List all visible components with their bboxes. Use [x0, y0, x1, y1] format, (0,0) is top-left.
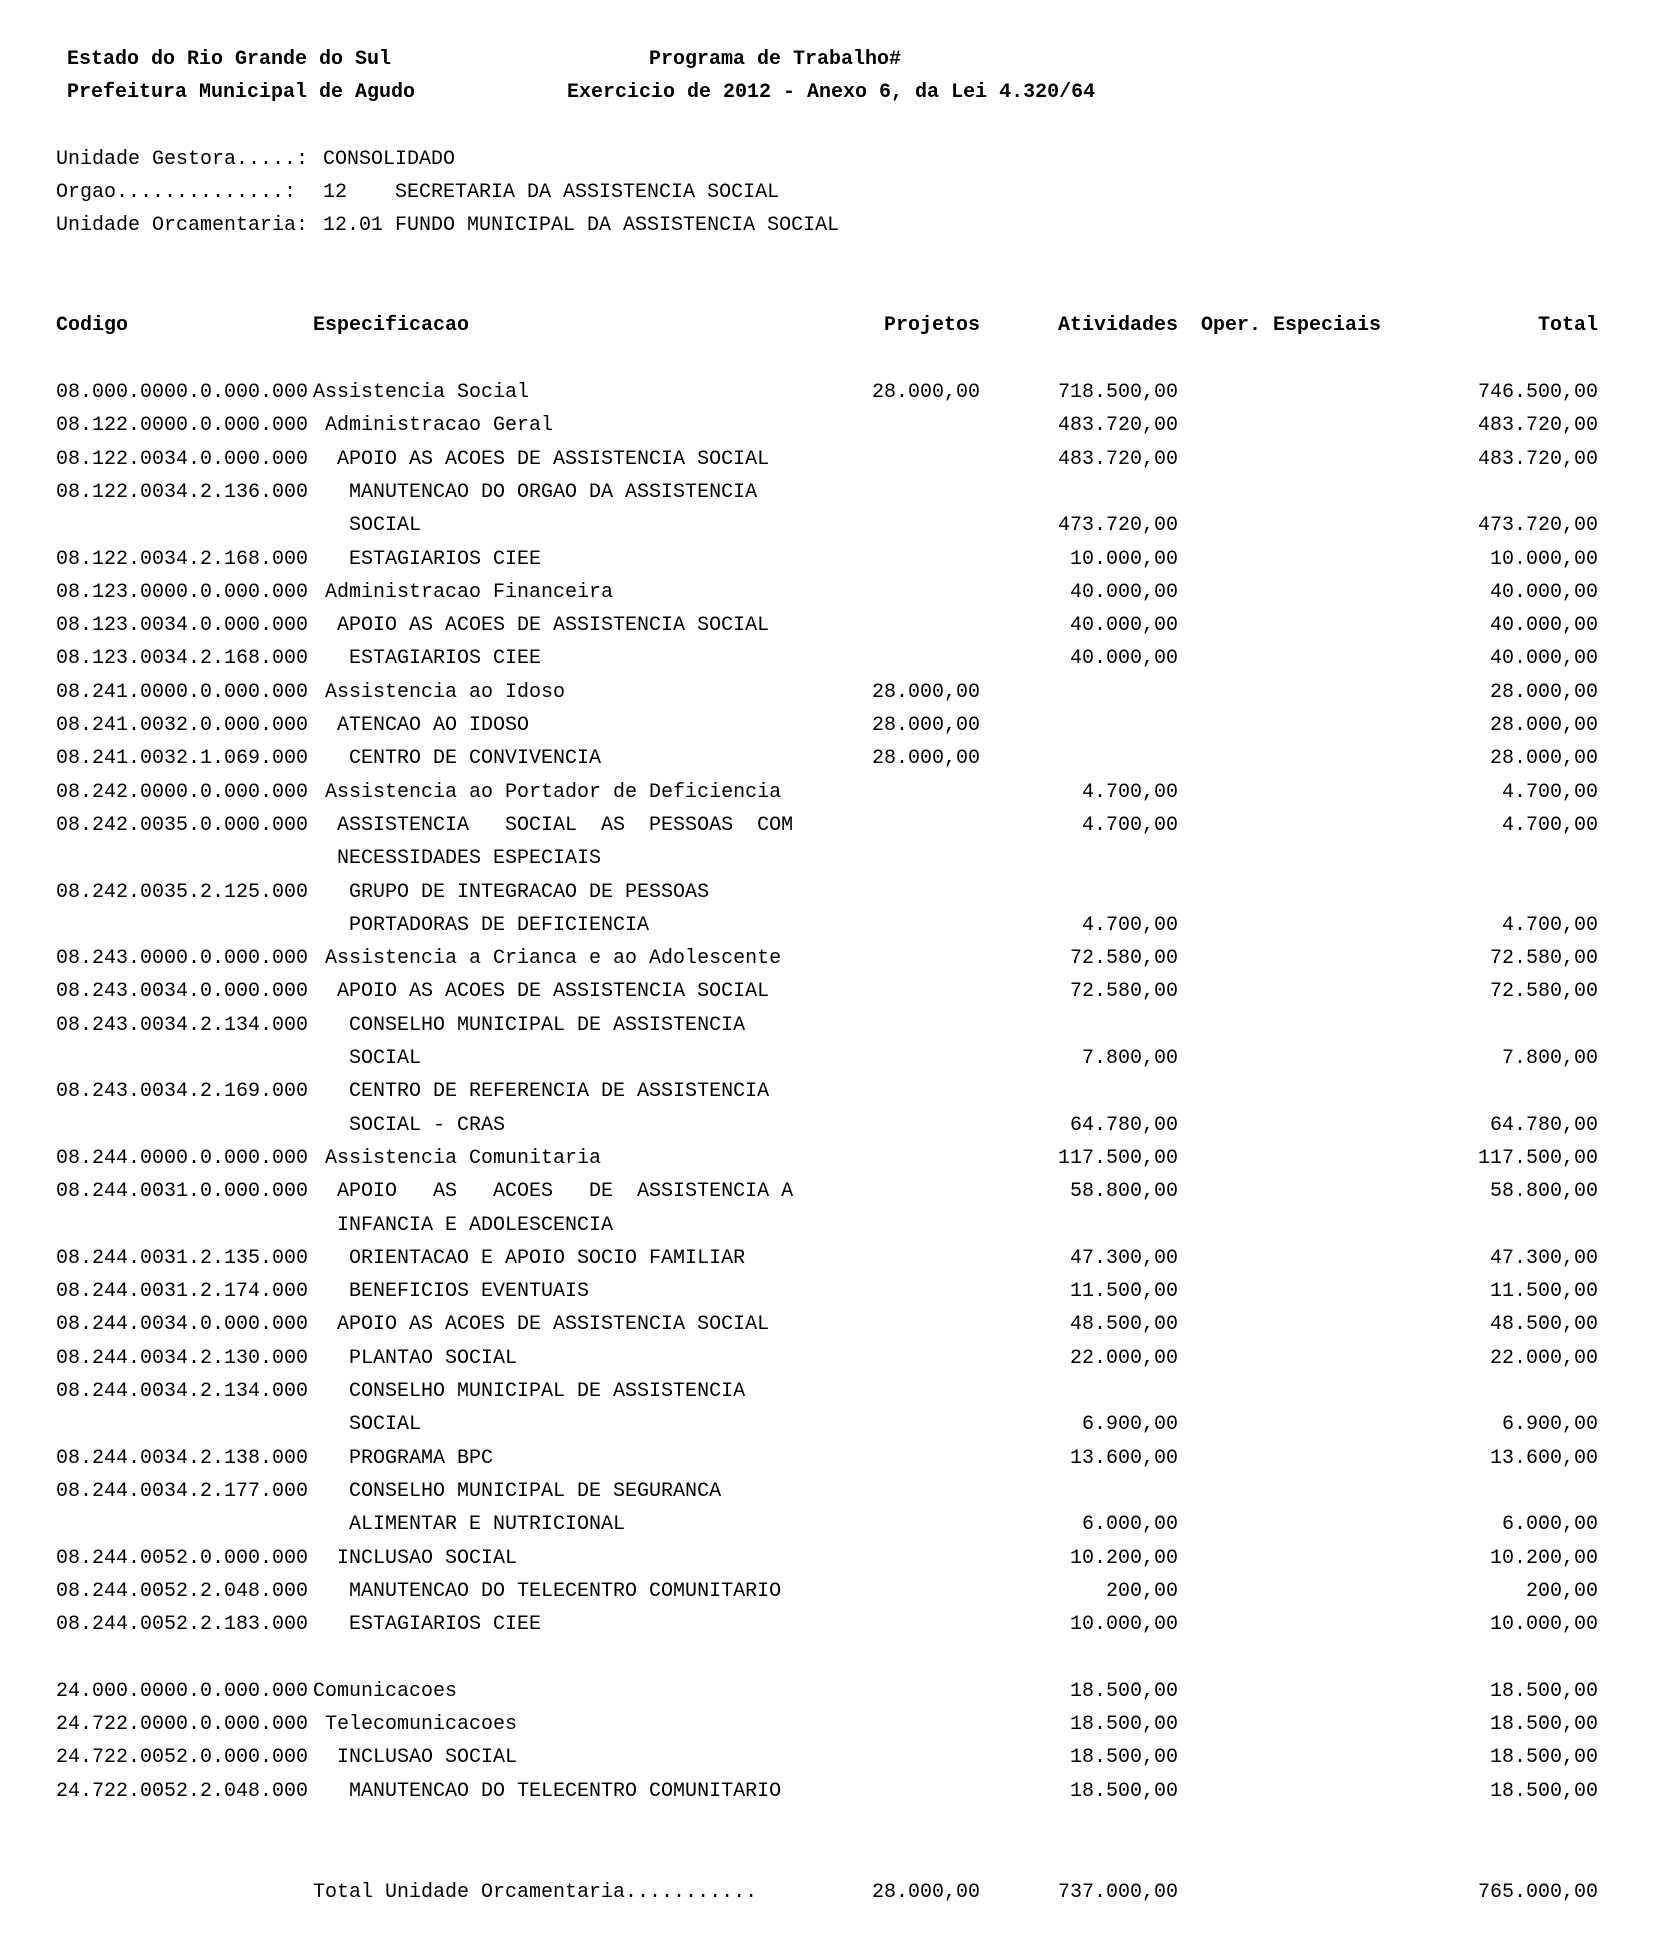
row-atividades: 4.700,00: [1081, 914, 1178, 937]
table-row: [0, 1713, 1653, 1737]
row-especificacao: MANUTENCAO DO ORGAO DA ASSISTENCIA: [313, 481, 758, 504]
row-code: 08.244.0052.2.183.000: [56, 1613, 309, 1636]
row-total: 4.700,00: [1501, 914, 1598, 937]
column-header-row: [0, 314, 1653, 338]
table-row: [0, 1347, 1653, 1371]
row-total: 4.700,00: [1501, 814, 1598, 837]
row-especificacao: INCLUSAO SOCIAL: [313, 1547, 518, 1570]
row-atividades: 10.000,00: [1069, 548, 1178, 571]
row-code: 08.243.0034.0.000.000: [56, 980, 309, 1003]
row-total: 10.000,00: [1489, 1613, 1598, 1636]
row-especificacao: APOIO AS ACOES DE ASSISTENCIA SOCIAL: [313, 614, 770, 637]
row-code: 08.123.0000.0.000.000: [56, 581, 309, 604]
municipality-name: Prefeitura Municipal de Agudo: [67, 81, 416, 104]
row-atividades: 483.720,00: [1057, 448, 1178, 471]
row-especificacao: Assistencia Comunitaria: [313, 1147, 602, 1170]
row-atividades: 18.500,00: [1069, 1680, 1178, 1703]
table-row: [0, 881, 1653, 905]
row-total: 200,00: [1525, 1580, 1598, 1603]
row-total: 72.580,00: [1489, 947, 1598, 970]
row-total: 483.720,00: [1477, 414, 1598, 437]
table-row: [0, 1047, 1653, 1071]
row-atividades: 200,00: [1105, 1580, 1178, 1603]
row-total: 28.000,00: [1489, 747, 1598, 770]
table-row: [0, 1080, 1653, 1104]
table-row: [0, 1480, 1653, 1504]
row-code: 08.243.0034.2.169.000: [56, 1080, 309, 1103]
row-atividades: 58.800,00: [1069, 1180, 1178, 1203]
row-especificacao: CONSELHO MUNICIPAL DE ASSISTENCIA: [313, 1014, 746, 1037]
row-total: 7.800,00: [1501, 1047, 1598, 1070]
row-code: 08.244.0031.2.174.000: [56, 1280, 309, 1303]
row-total: 40.000,00: [1489, 581, 1598, 604]
row-especificacao: ORIENTACAO E APOIO SOCIO FAMILIAR: [313, 1247, 746, 1270]
row-code: 08.242.0035.2.125.000: [56, 881, 309, 904]
row-atividades: 22.000,00: [1069, 1347, 1178, 1370]
row-especificacao: APOIO AS ACOES DE ASSISTENCIA SOCIAL: [313, 980, 770, 1003]
row-atividades: 117.500,00: [1057, 1147, 1178, 1170]
row-total: 48.500,00: [1489, 1313, 1598, 1336]
row-code: 08.244.0034.0.000.000: [56, 1313, 309, 1336]
table-row: [0, 647, 1653, 671]
orgao-label: Orgao..............:: [56, 181, 297, 204]
row-especificacao: SOCIAL: [313, 1413, 422, 1436]
table-row: [0, 747, 1653, 771]
row-atividades: 4.700,00: [1081, 781, 1178, 804]
row-atividades: 4.700,00: [1081, 814, 1178, 837]
table-row: [0, 1547, 1653, 1571]
program-title: Programa de Trabalho#: [649, 48, 902, 71]
row-atividades: 18.500,00: [1069, 1746, 1178, 1769]
row-total: 18.500,00: [1489, 1680, 1598, 1703]
orgao-value: 12 SECRETARIA DA ASSISTENCIA SOCIAL: [323, 181, 780, 204]
row-especificacao: BENEFICIOS EVENTUAIS: [313, 1280, 590, 1303]
row-especificacao: ATENCAO AO IDOSO: [313, 714, 530, 737]
row-total: 4.700,00: [1501, 781, 1598, 804]
row-total: 18.500,00: [1489, 1780, 1598, 1803]
row-especificacao: CENTRO DE CONVIVENCIA: [313, 747, 602, 770]
row-especificacao: GRUPO DE INTEGRACAO DE PESSOAS: [313, 881, 710, 904]
row-atividades: 6.900,00: [1081, 1413, 1178, 1436]
table-row: [0, 1447, 1653, 1471]
table-row: [0, 914, 1653, 938]
row-especificacao: SOCIAL - CRAS: [313, 1114, 506, 1137]
row-code: 08.241.0000.0.000.000: [56, 681, 309, 704]
row-total: 6.900,00: [1501, 1413, 1598, 1436]
row-especificacao: ALIMENTAR E NUTRICIONAL: [313, 1513, 626, 1536]
row-total: 40.000,00: [1489, 614, 1598, 637]
table-row: [0, 414, 1653, 438]
row-atividades: 72.580,00: [1069, 980, 1178, 1003]
row-code: 24.722.0052.2.048.000: [56, 1780, 309, 1803]
table-row: [0, 1580, 1653, 1604]
table-row: [0, 714, 1653, 738]
row-atividades: 718.500,00: [1057, 381, 1178, 404]
row-total: 10.200,00: [1489, 1547, 1598, 1570]
col-codigo: Codigo: [56, 314, 129, 337]
row-especificacao: Assistencia a Crianca e ao Adolescente: [313, 947, 782, 970]
row-especificacao: Administracao Financeira: [313, 581, 614, 604]
table-row: [0, 514, 1653, 538]
row-total: 72.580,00: [1489, 980, 1598, 1003]
row-especificacao: ESTAGIARIOS CIEE: [313, 647, 542, 670]
table-row: [0, 1014, 1653, 1038]
table-row: [0, 1680, 1653, 1704]
row-code: 08.244.0052.2.048.000: [56, 1580, 309, 1603]
row-total: 40.000,00: [1489, 647, 1598, 670]
table-row: [0, 1646, 1653, 1670]
table-row: [0, 481, 1653, 505]
row-code: 08.123.0034.0.000.000: [56, 614, 309, 637]
table-row: [0, 1413, 1653, 1437]
row-atividades: 10.000,00: [1069, 1613, 1178, 1636]
table-row: [0, 814, 1653, 838]
table-row: [0, 1780, 1653, 1804]
table-row: [0, 1247, 1653, 1271]
row-code: 08.122.0034.0.000.000: [56, 448, 309, 471]
row-especificacao: MANUTENCAO DO TELECENTRO COMUNITARIO: [313, 1580, 782, 1603]
row-code: 08.243.0000.0.000.000: [56, 947, 309, 970]
row-atividades: 40.000,00: [1069, 614, 1178, 637]
orcamentaria-value: 12.01 FUNDO MUNICIPAL DA ASSISTENCIA SOCIAL: [323, 214, 840, 237]
table-row: [0, 947, 1653, 971]
row-atividades: 18.500,00: [1069, 1780, 1178, 1803]
table-row: [0, 1114, 1653, 1138]
row-especificacao: Assistencia ao Portador de Deficiencia: [313, 781, 782, 804]
table-row: [0, 548, 1653, 572]
table-row: [0, 847, 1653, 871]
row-code: 08.244.0034.2.130.000: [56, 1347, 309, 1370]
row-especificacao: APOIO AS ACOES DE ASSISTENCIA SOCIAL: [313, 448, 770, 471]
row-especificacao: CENTRO DE REFERENCIA DE ASSISTENCIA: [313, 1080, 770, 1103]
row-code: 08.244.0034.2.134.000: [56, 1380, 309, 1403]
row-especificacao: SOCIAL: [313, 1047, 422, 1070]
table-row: [0, 1280, 1653, 1304]
row-code: 08.123.0034.2.168.000: [56, 647, 309, 670]
row-atividades: 10.200,00: [1069, 1547, 1178, 1570]
table-row: [0, 1380, 1653, 1404]
row-projetos: 28.000,00: [871, 381, 980, 404]
row-code: 08.243.0034.2.134.000: [56, 1014, 309, 1037]
row-especificacao: PLANTAO SOCIAL: [313, 1347, 518, 1370]
col-total: Total: [1537, 314, 1598, 337]
row-code: 08.244.0034.2.177.000: [56, 1480, 309, 1503]
row-especificacao: Telecomunicacoes: [313, 1713, 518, 1736]
row-code: 08.122.0000.0.000.000: [56, 414, 309, 437]
row-atividades: 47.300,00: [1069, 1247, 1178, 1270]
table-row: [0, 1613, 1653, 1637]
total-label: Total Unidade Orcamentaria...........: [313, 1881, 758, 1904]
row-atividades: 64.780,00: [1069, 1114, 1178, 1137]
row-total: 28.000,00: [1489, 714, 1598, 737]
row-atividades: 18.500,00: [1069, 1713, 1178, 1736]
row-total: 18.500,00: [1489, 1746, 1598, 1769]
row-total: 746.500,00: [1477, 381, 1598, 404]
row-code: 08.242.0035.0.000.000: [56, 814, 309, 837]
row-total: 28.000,00: [1489, 681, 1598, 704]
table-row: [0, 614, 1653, 638]
row-especificacao: ASSISTENCIA SOCIAL AS PESSOAS COM: [313, 814, 794, 837]
row-atividades: 72.580,00: [1069, 947, 1178, 970]
row-atividades: 11.500,00: [1069, 1280, 1178, 1303]
row-especificacao: ESTAGIARIOS CIEE: [313, 548, 542, 571]
row-atividades: 40.000,00: [1069, 581, 1178, 604]
table-row: [0, 1180, 1653, 1204]
gestora-label: Unidade Gestora.....:: [56, 148, 309, 171]
table-row: [0, 781, 1653, 805]
row-especificacao: Assistencia ao Idoso: [313, 681, 566, 704]
row-atividades: 7.800,00: [1081, 1047, 1178, 1070]
row-especificacao: SOCIAL: [313, 514, 422, 537]
row-especificacao: PROGRAMA BPC: [313, 1447, 494, 1470]
row-total: 6.000,00: [1501, 1513, 1598, 1536]
table-row: [0, 1746, 1653, 1770]
orcamentaria-label: Unidade Orcamentaria:: [56, 214, 309, 237]
col-atividades: Atividades: [1057, 314, 1178, 337]
row-especificacao: Assistencia Social: [313, 381, 530, 404]
row-total: 18.500,00: [1489, 1713, 1598, 1736]
row-total: 64.780,00: [1489, 1114, 1598, 1137]
row-especificacao: CONSELHO MUNICIPAL DE SEGURANCA: [313, 1480, 722, 1503]
row-code: 08.000.0000.0.000.000: [56, 381, 309, 404]
row-total: 47.300,00: [1489, 1247, 1598, 1270]
total-row: [0, 1881, 1653, 1905]
row-code: 08.244.0031.0.000.000: [56, 1180, 309, 1203]
row-especificacao: ESTAGIARIOS CIEE: [313, 1613, 542, 1636]
table-row: [0, 980, 1653, 1004]
row-code: 08.242.0000.0.000.000: [56, 781, 309, 804]
row-total: 58.800,00: [1489, 1180, 1598, 1203]
row-especificacao: INCLUSAO SOCIAL: [313, 1746, 518, 1769]
row-especificacao: APOIO AS ACOES DE ASSISTENCIA A: [313, 1180, 794, 1203]
table-row: [0, 1313, 1653, 1337]
exercise-title: Exercicio de 2012 - Anexo 6, da Lei 4.320/64: [567, 81, 1096, 104]
total-atividades: 737.000,00: [1057, 1881, 1178, 1904]
table-row: [0, 448, 1653, 472]
row-especificacao: INFANCIA E ADOLESCENCIA: [313, 1214, 614, 1237]
row-code: 24.722.0052.0.000.000: [56, 1746, 309, 1769]
row-code: 08.244.0052.0.000.000: [56, 1547, 309, 1570]
row-especificacao: CONSELHO MUNICIPAL DE ASSISTENCIA: [313, 1380, 746, 1403]
col-projetos: Projetos: [883, 314, 980, 337]
table-row: [0, 1513, 1653, 1537]
table-row: [0, 1214, 1653, 1238]
row-total: 11.500,00: [1489, 1280, 1598, 1303]
row-especificacao: Comunicacoes: [313, 1680, 458, 1703]
row-total: 10.000,00: [1489, 548, 1598, 571]
table-row: [0, 681, 1653, 705]
state-name: Estado do Rio Grande do Sul: [67, 48, 392, 71]
row-atividades: 483.720,00: [1057, 414, 1178, 437]
row-total: 483.720,00: [1477, 448, 1598, 471]
gestora-value: CONSOLIDADO: [323, 148, 456, 171]
row-projetos: 28.000,00: [871, 747, 980, 770]
row-atividades: 6.000,00: [1081, 1513, 1178, 1536]
row-projetos: 28.000,00: [871, 714, 980, 737]
row-atividades: 48.500,00: [1069, 1313, 1178, 1336]
row-code: 08.244.0031.2.135.000: [56, 1247, 309, 1270]
table-row: [0, 381, 1653, 405]
row-especificacao: NECESSIDADES ESPECIAIS: [313, 847, 602, 870]
total-projetos: 28.000,00: [871, 1881, 980, 1904]
total-total: 765.000,00: [1477, 1881, 1598, 1904]
row-code: 08.241.0032.1.069.000: [56, 747, 309, 770]
row-code: 08.244.0034.2.138.000: [56, 1447, 309, 1470]
row-total: 13.600,00: [1489, 1447, 1598, 1470]
row-especificacao: APOIO AS ACOES DE ASSISTENCIA SOCIAL: [313, 1313, 770, 1336]
row-total: 22.000,00: [1489, 1347, 1598, 1370]
row-projetos: 28.000,00: [871, 681, 980, 704]
row-especificacao: PORTADORAS DE DEFICIENCIA: [313, 914, 650, 937]
row-code: 08.122.0034.2.168.000: [56, 548, 309, 571]
row-especificacao: Administracao Geral: [313, 414, 554, 437]
table-row: [0, 581, 1653, 605]
row-code: 08.244.0000.0.000.000: [56, 1147, 309, 1170]
row-code: 24.000.0000.0.000.000: [56, 1680, 309, 1703]
table-row: [0, 1147, 1653, 1171]
row-code: 24.722.0000.0.000.000: [56, 1713, 309, 1736]
col-oper-especiais: Oper. Especiais: [1201, 314, 1382, 337]
row-code: 08.241.0032.0.000.000: [56, 714, 309, 737]
row-code: 08.122.0034.2.136.000: [56, 481, 309, 504]
row-especificacao: MANUTENCAO DO TELECENTRO COMUNITARIO: [313, 1780, 782, 1803]
col-especificacao: Especificacao: [313, 314, 470, 337]
row-atividades: 473.720,00: [1057, 514, 1178, 537]
row-total: 117.500,00: [1477, 1147, 1598, 1170]
row-atividades: 13.600,00: [1069, 1447, 1178, 1470]
row-total: 473.720,00: [1477, 514, 1598, 537]
row-atividades: 40.000,00: [1069, 647, 1178, 670]
